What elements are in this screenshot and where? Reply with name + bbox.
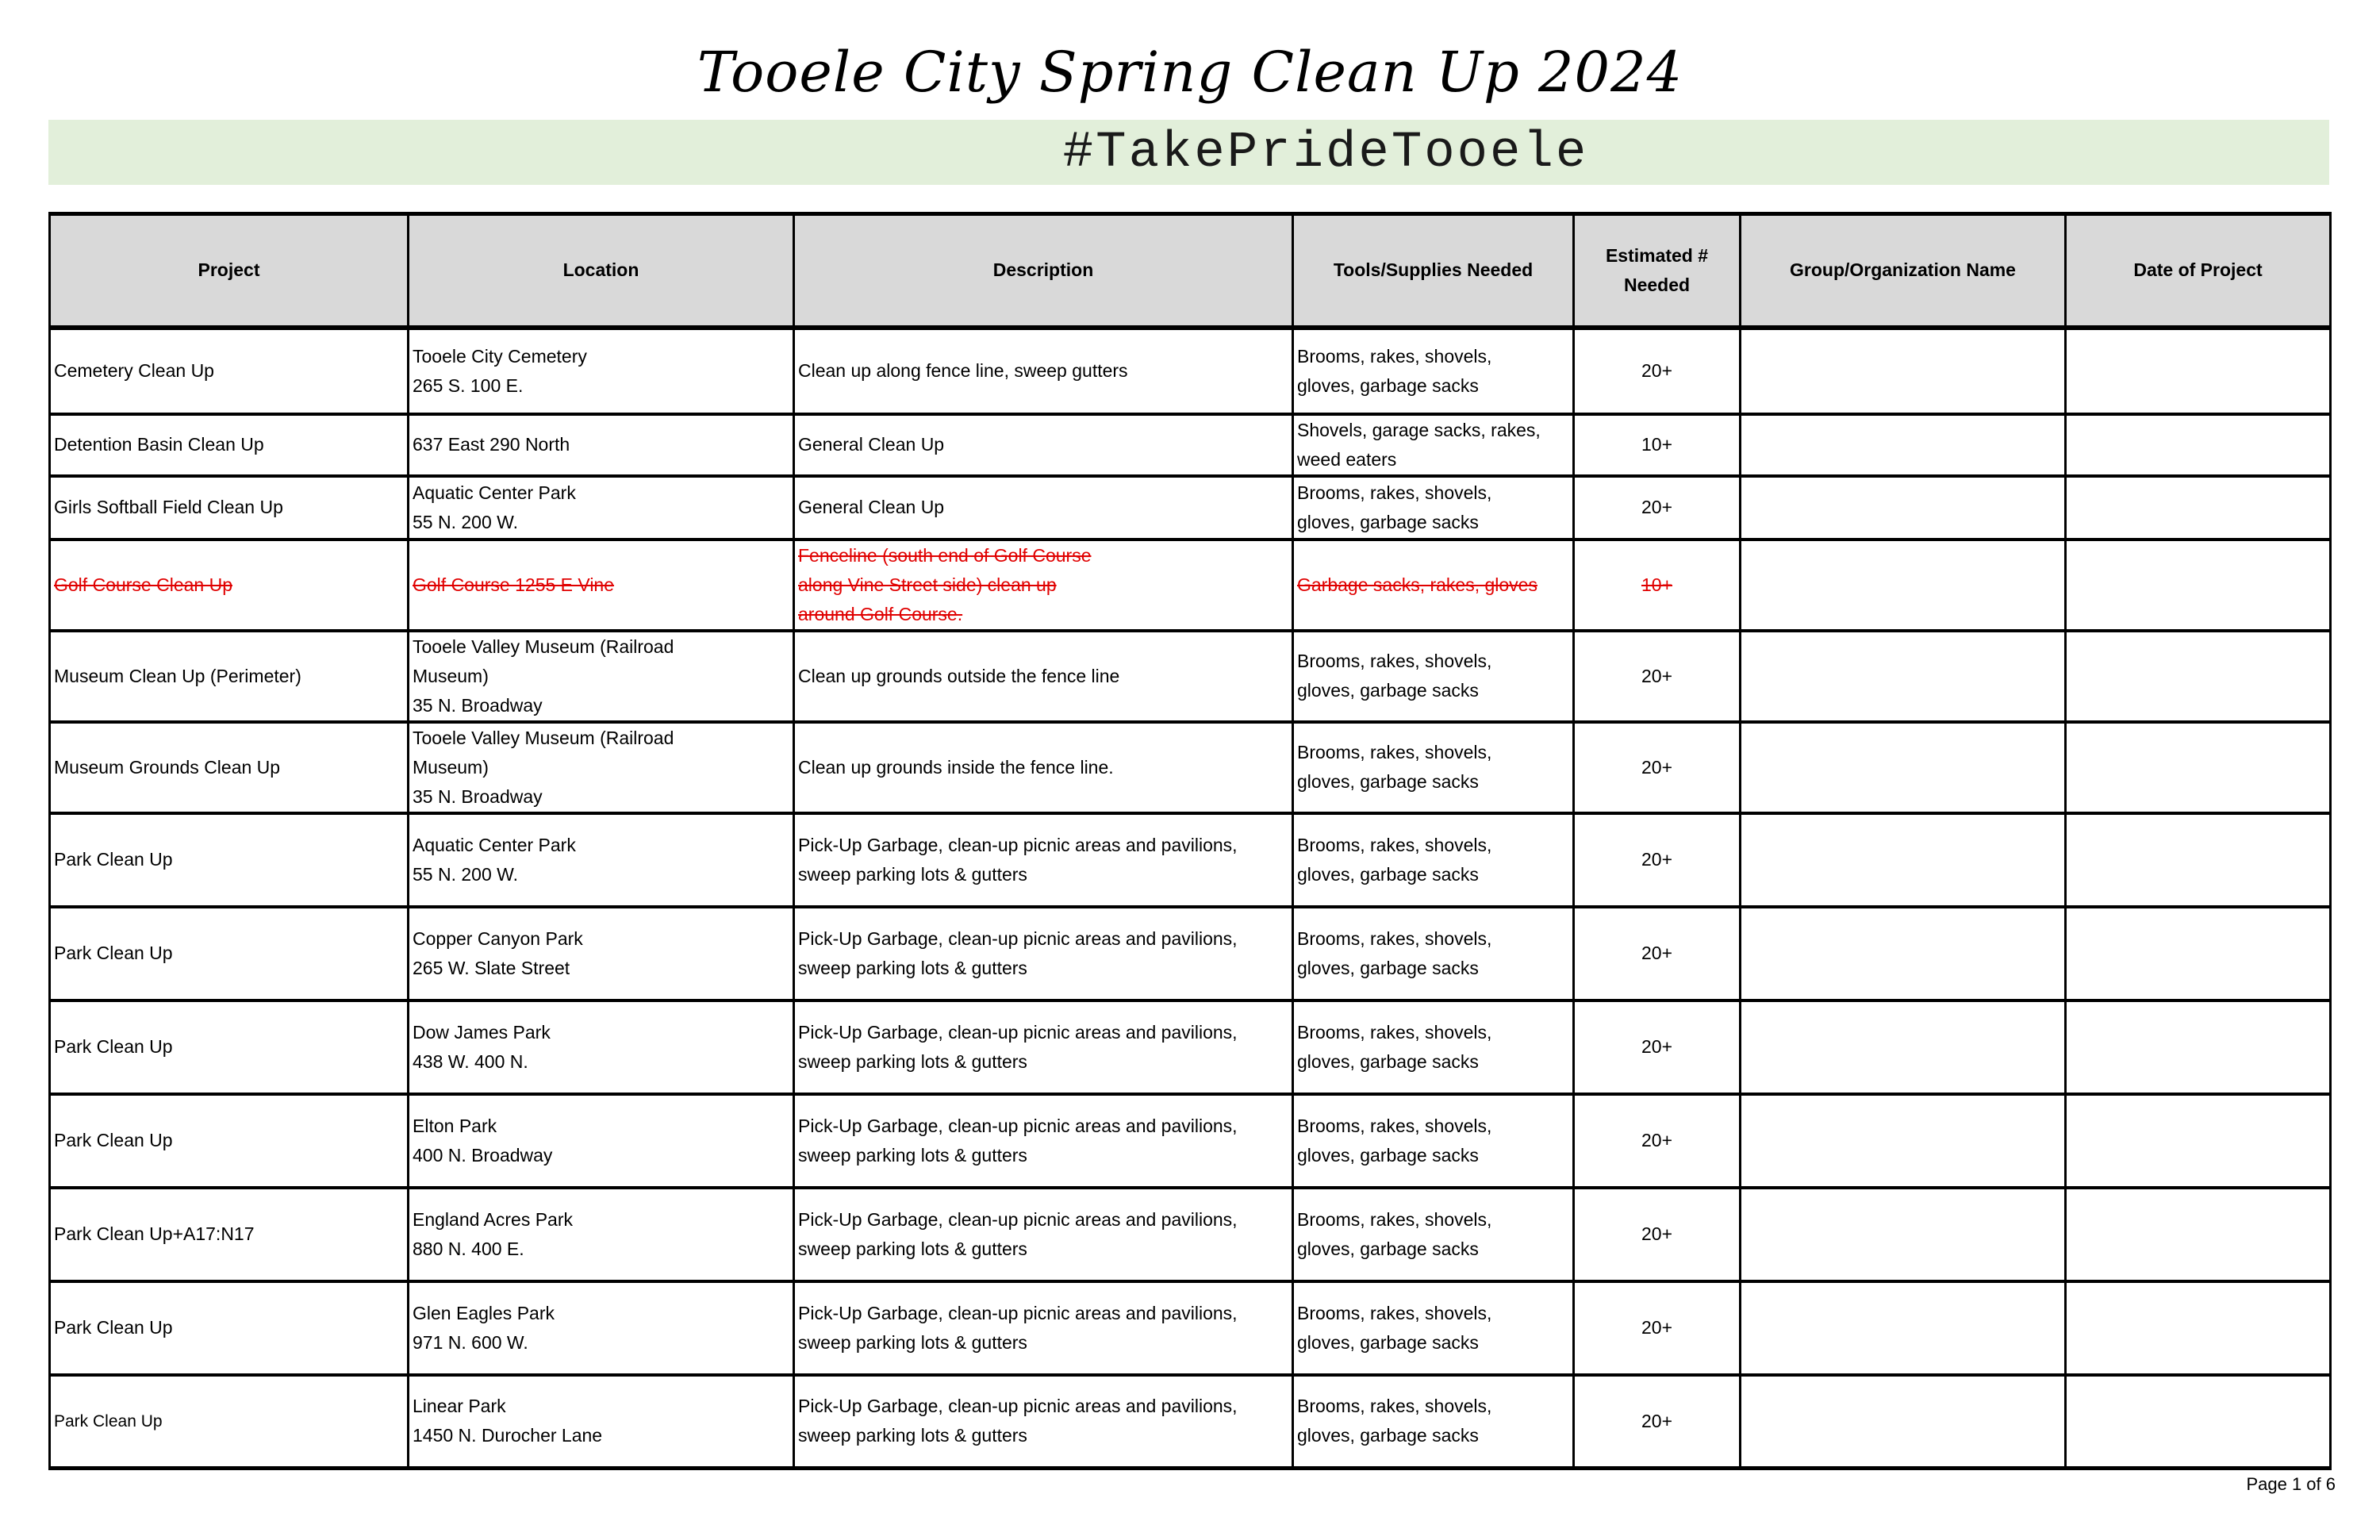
tools-line: gloves, garbage sacks bbox=[1297, 1238, 1479, 1259]
description-line: Clean up along fence line, sweep gutters bbox=[798, 360, 1128, 381]
cell-group[interactable] bbox=[1741, 414, 2066, 476]
cell-tools bbox=[1293, 1094, 1574, 1188]
cell-tools bbox=[1293, 722, 1574, 813]
cell-description bbox=[794, 907, 1293, 1000]
cell-group[interactable] bbox=[1741, 1094, 2066, 1188]
hashtag-text: #TakePrideTooele bbox=[1062, 125, 1589, 182]
header-estimated-line1: Estimated # bbox=[1605, 244, 1709, 266]
cell-estimated bbox=[1574, 907, 1741, 1000]
tools-line: Brooms, rakes, shovels, bbox=[1297, 345, 1492, 367]
estimated-needed: 10+ bbox=[1641, 574, 1672, 595]
cell-description bbox=[794, 540, 1293, 631]
header-group: Group/Organization Name bbox=[1741, 214, 2066, 328]
cell-tools bbox=[1293, 1000, 1574, 1094]
table-row bbox=[50, 907, 2331, 1000]
estimated-needed: 20+ bbox=[1641, 665, 1672, 686]
tools-line: Brooms, rakes, shovels, bbox=[1297, 927, 1492, 949]
cell-description bbox=[794, 328, 1293, 414]
tools-line: gloves, garbage sacks bbox=[1297, 680, 1479, 701]
tools-line: gloves, garbage sacks bbox=[1297, 957, 1479, 978]
cell-date[interactable] bbox=[2066, 1281, 2331, 1375]
tools-line: weed eaters bbox=[1297, 448, 1397, 470]
project-name: Golf Course Clean Up bbox=[54, 574, 232, 595]
location-line: 880 N. 400 E. bbox=[413, 1238, 524, 1259]
description-line: along Vine Street side) clean up bbox=[798, 574, 1057, 595]
tools-line: Brooms, rakes, shovels, bbox=[1297, 1302, 1492, 1323]
location-line: 35 N. Broadway bbox=[413, 785, 543, 807]
cell-date[interactable] bbox=[2066, 907, 2331, 1000]
project-name: Museum Clean Up (Perimeter) bbox=[54, 665, 301, 686]
cell-project bbox=[50, 540, 409, 631]
cell-estimated bbox=[1574, 1094, 1741, 1188]
cell-project bbox=[50, 1188, 409, 1281]
project-name: Cemetery Clean Up bbox=[54, 360, 214, 381]
table-body bbox=[50, 328, 2331, 1469]
tools-line: Garbage sacks, rakes, gloves bbox=[1297, 574, 1537, 595]
table-row bbox=[50, 476, 2331, 540]
location-line: Glen Eagles Park bbox=[413, 1302, 555, 1323]
cell-date[interactable] bbox=[2066, 1188, 2331, 1281]
cell-location bbox=[409, 476, 794, 540]
location-line: Dow James Park bbox=[413, 1021, 551, 1043]
cell-location bbox=[409, 813, 794, 907]
project-name: Park Clean Up bbox=[54, 1036, 173, 1057]
cell-tools bbox=[1293, 540, 1574, 631]
location-line: 265 W. Slate Street bbox=[413, 957, 570, 978]
tools-line: gloves, garbage sacks bbox=[1297, 1331, 1479, 1353]
project-name: Museum Grounds Clean Up bbox=[54, 756, 281, 778]
cell-description bbox=[794, 1094, 1293, 1188]
cell-location bbox=[409, 328, 794, 414]
table-row bbox=[50, 414, 2331, 476]
cell-estimated bbox=[1574, 1281, 1741, 1375]
location-line: 265 S. 100 E. bbox=[413, 374, 524, 396]
tools-line: Shovels, garage sacks, rakes, bbox=[1297, 419, 1541, 440]
cell-tools bbox=[1293, 414, 1574, 476]
cell-project bbox=[50, 414, 409, 476]
table-row bbox=[50, 813, 2331, 907]
document-title: Tooele City Spring Clean Up 2024 bbox=[697, 40, 1683, 105]
description-line: sweep parking lots & gutters bbox=[798, 1238, 1027, 1259]
table-row bbox=[50, 1000, 2331, 1094]
description-line: Pick-Up Garbage, clean-up picnic areas and pavilions, bbox=[798, 834, 1238, 855]
location-line: 438 W. 400 N. bbox=[413, 1050, 528, 1072]
description-line: Pick-Up Garbage, clean-up picnic areas and pavilions, bbox=[798, 1115, 1238, 1136]
estimated-needed: 20+ bbox=[1641, 1223, 1672, 1244]
estimated-needed: 20+ bbox=[1641, 1317, 1672, 1338]
cell-description bbox=[794, 722, 1293, 813]
cell-project bbox=[50, 907, 409, 1000]
table-row bbox=[50, 1094, 2331, 1188]
cell-location bbox=[409, 722, 794, 813]
header-description: Description bbox=[794, 214, 1293, 328]
description-line: sweep parking lots & gutters bbox=[798, 1331, 1027, 1353]
location-line: Tooele City Cemetery bbox=[413, 345, 587, 367]
tools-line: gloves, garbage sacks bbox=[1297, 511, 1479, 532]
location-line: 35 N. Broadway bbox=[413, 694, 543, 716]
cell-tools bbox=[1293, 631, 1574, 722]
tools-line: gloves, garbage sacks bbox=[1297, 771, 1479, 792]
cell-group[interactable] bbox=[1741, 1188, 2066, 1281]
tools-line: Brooms, rakes, shovels, bbox=[1297, 1208, 1492, 1230]
estimated-needed: 20+ bbox=[1641, 1410, 1672, 1431]
description-line: Pick-Up Garbage, clean-up picnic areas and pavilions, bbox=[798, 1208, 1238, 1230]
cell-date[interactable] bbox=[2066, 414, 2331, 476]
location-line: 1450 N. Durocher Lane bbox=[413, 1425, 603, 1446]
tools-line: Brooms, rakes, shovels, bbox=[1297, 651, 1492, 671]
cell-group[interactable] bbox=[1741, 540, 2066, 631]
cell-location bbox=[409, 1188, 794, 1281]
description-line: Pick-Up Garbage, clean-up picnic areas and pavilions, bbox=[798, 1396, 1238, 1417]
cell-group[interactable] bbox=[1741, 631, 2066, 722]
cell-estimated bbox=[1574, 1188, 1741, 1281]
cell-tools bbox=[1293, 1375, 1574, 1469]
cell-description bbox=[794, 631, 1293, 722]
table-row bbox=[50, 722, 2331, 813]
project-name: Park Clean Up bbox=[54, 943, 173, 963]
location-line: 971 N. 600 W. bbox=[413, 1331, 528, 1353]
cell-date[interactable] bbox=[2066, 722, 2331, 813]
table-row bbox=[50, 1375, 2331, 1469]
table-row bbox=[50, 1188, 2331, 1281]
table-row bbox=[50, 540, 2331, 631]
cell-date[interactable] bbox=[2066, 1000, 2331, 1094]
description-line: sweep parking lots & gutters bbox=[798, 1425, 1027, 1446]
estimated-needed: 20+ bbox=[1641, 849, 1672, 870]
cell-tools bbox=[1293, 813, 1574, 907]
tools-line: Brooms, rakes, shovels, bbox=[1297, 834, 1492, 855]
estimated-needed: 20+ bbox=[1641, 497, 1672, 517]
cell-location bbox=[409, 907, 794, 1000]
tools-line: Brooms, rakes, shovels, bbox=[1297, 482, 1492, 503]
description-line: General Clean Up bbox=[798, 434, 945, 455]
cell-location bbox=[409, 540, 794, 631]
location-line: Aquatic Center Park bbox=[413, 482, 576, 503]
cell-project bbox=[50, 476, 409, 540]
cell-location bbox=[409, 631, 794, 722]
cell-estimated bbox=[1574, 631, 1741, 722]
cell-project bbox=[50, 722, 409, 813]
header-estimated bbox=[1574, 214, 1741, 328]
estimated-needed: 20+ bbox=[1641, 1036, 1672, 1057]
header-project: Project bbox=[50, 214, 409, 328]
project-name: Park Clean Up bbox=[54, 849, 173, 870]
cell-tools bbox=[1293, 907, 1574, 1000]
description-line: sweep parking lots & gutters bbox=[798, 1144, 1027, 1166]
cell-tools bbox=[1293, 328, 1574, 414]
cell-group[interactable] bbox=[1741, 1375, 2066, 1469]
header-date: Date of Project bbox=[2066, 214, 2331, 328]
cell-estimated bbox=[1574, 1000, 1741, 1094]
tools-line: Brooms, rakes, shovels, bbox=[1297, 1021, 1492, 1043]
description-line: General Clean Up bbox=[798, 497, 945, 517]
description-line: sweep parking lots & gutters bbox=[798, 957, 1027, 978]
projects-table bbox=[48, 212, 2332, 1470]
estimated-needed: 20+ bbox=[1641, 756, 1672, 778]
tools-line: Brooms, rakes, shovels, bbox=[1297, 742, 1492, 762]
tools-line: gloves, garbage sacks bbox=[1297, 1144, 1479, 1166]
cell-project bbox=[50, 328, 409, 414]
cell-project bbox=[50, 1094, 409, 1188]
table-header-row bbox=[50, 214, 2331, 328]
tools-line: gloves, garbage sacks bbox=[1297, 1050, 1479, 1072]
location-line: Museum) bbox=[413, 665, 489, 686]
description-line: around Golf Course. bbox=[798, 603, 963, 624]
cell-description bbox=[794, 813, 1293, 907]
description-line: sweep parking lots & gutters bbox=[798, 1050, 1027, 1072]
hashtag-banner bbox=[48, 120, 2329, 185]
description-line: Pick-Up Garbage, clean-up picnic areas and pavilions, bbox=[798, 1302, 1238, 1323]
cell-group[interactable] bbox=[1741, 1281, 2066, 1375]
cell-group[interactable] bbox=[1741, 813, 2066, 907]
cell-description bbox=[794, 1188, 1293, 1281]
header-tools: Tools/Supplies Needed bbox=[1293, 214, 1574, 328]
project-name: Park Clean Up bbox=[54, 1411, 163, 1431]
project-name: Park Clean Up+A17:N17 bbox=[54, 1223, 255, 1244]
cell-estimated bbox=[1574, 328, 1741, 414]
location-line: Golf Course 1255 E Vine bbox=[413, 574, 615, 595]
cell-location bbox=[409, 1281, 794, 1375]
cell-date[interactable] bbox=[2066, 631, 2331, 722]
location-line: 55 N. 200 W. bbox=[413, 863, 518, 885]
cell-location bbox=[409, 1375, 794, 1469]
cell-project bbox=[50, 1375, 409, 1469]
cell-estimated bbox=[1574, 722, 1741, 813]
project-name: Girls Softball Field Clean Up bbox=[54, 497, 283, 517]
cell-group[interactable] bbox=[1741, 1000, 2066, 1094]
cell-project bbox=[50, 1281, 409, 1375]
cell-tools bbox=[1293, 1281, 1574, 1375]
table-row bbox=[50, 631, 2331, 722]
header-estimated-line2: Needed bbox=[1623, 274, 1691, 295]
description-line: Fenceline (south end of Golf Course bbox=[798, 544, 1092, 566]
location-line: 400 N. Broadway bbox=[413, 1144, 553, 1166]
location-line: Aquatic Center Park bbox=[413, 834, 576, 855]
tools-line: gloves, garbage sacks bbox=[1297, 863, 1479, 885]
cell-location bbox=[409, 1000, 794, 1094]
table-row bbox=[50, 328, 2331, 414]
description-line: Clean up grounds outside the fence line bbox=[798, 665, 1120, 686]
tools-line: Brooms, rakes, shovels, bbox=[1297, 1396, 1492, 1417]
cell-project bbox=[50, 631, 409, 722]
cell-date[interactable] bbox=[2066, 1094, 2331, 1188]
location-line: 637 East 290 North bbox=[413, 434, 570, 455]
cell-date[interactable] bbox=[2066, 540, 2331, 631]
estimated-needed: 20+ bbox=[1641, 943, 1672, 963]
cell-tools bbox=[1293, 476, 1574, 540]
description-line: Pick-Up Garbage, clean-up picnic areas and pavilions, bbox=[798, 1021, 1238, 1043]
location-line: Copper Canyon Park bbox=[413, 927, 583, 949]
cell-date[interactable] bbox=[2066, 1375, 2331, 1469]
estimated-needed: 10+ bbox=[1641, 434, 1672, 455]
cell-group[interactable] bbox=[1741, 722, 2066, 813]
cell-description bbox=[794, 1281, 1293, 1375]
cell-group[interactable] bbox=[1741, 907, 2066, 1000]
description-line: sweep parking lots & gutters bbox=[798, 863, 1027, 885]
project-name: Park Clean Up bbox=[54, 1317, 173, 1338]
cell-group[interactable] bbox=[1741, 476, 2066, 540]
cell-estimated bbox=[1574, 476, 1741, 540]
cell-group[interactable] bbox=[1741, 328, 2066, 414]
location-line: Linear Park bbox=[413, 1396, 506, 1417]
estimated-needed: 20+ bbox=[1641, 1130, 1672, 1150]
header-location: Location bbox=[409, 214, 794, 328]
cell-description bbox=[794, 476, 1293, 540]
cell-date[interactable] bbox=[2066, 328, 2331, 414]
cell-location bbox=[409, 414, 794, 476]
cell-estimated bbox=[1574, 813, 1741, 907]
cell-estimated bbox=[1574, 1375, 1741, 1469]
cell-tools bbox=[1293, 1188, 1574, 1281]
cell-date[interactable] bbox=[2066, 476, 2331, 540]
tools-line: gloves, garbage sacks bbox=[1297, 1425, 1479, 1446]
estimated-needed: 20+ bbox=[1641, 360, 1672, 381]
location-line: Museum) bbox=[413, 756, 489, 778]
cell-estimated bbox=[1574, 414, 1741, 476]
cell-date[interactable] bbox=[2066, 813, 2331, 907]
location-line: Tooele Valley Museum (Railroad bbox=[413, 636, 674, 657]
location-line: Tooele Valley Museum (Railroad bbox=[413, 727, 674, 748]
cell-location bbox=[409, 1094, 794, 1188]
cell-description bbox=[794, 414, 1293, 476]
page-number: Page 1 of 6 bbox=[2246, 1474, 2336, 1494]
cell-description bbox=[794, 1375, 1293, 1469]
cell-project bbox=[50, 1000, 409, 1094]
cell-project bbox=[50, 813, 409, 907]
location-line: England Acres Park bbox=[413, 1208, 574, 1230]
tools-line: Brooms, rakes, shovels, bbox=[1297, 1115, 1492, 1136]
tools-line: gloves, garbage sacks bbox=[1297, 374, 1479, 396]
cell-estimated bbox=[1574, 540, 1741, 631]
cell-description bbox=[794, 1000, 1293, 1094]
project-name: Park Clean Up bbox=[54, 1130, 173, 1150]
description-line: Pick-Up Garbage, clean-up picnic areas and pavilions, bbox=[798, 927, 1238, 949]
table-row bbox=[50, 1281, 2331, 1375]
location-line: 55 N. 200 W. bbox=[413, 511, 518, 532]
location-line: Elton Park bbox=[413, 1115, 497, 1136]
project-name: Detention Basin Clean Up bbox=[54, 434, 264, 455]
description-line: Clean up grounds inside the fence line. bbox=[798, 756, 1114, 778]
